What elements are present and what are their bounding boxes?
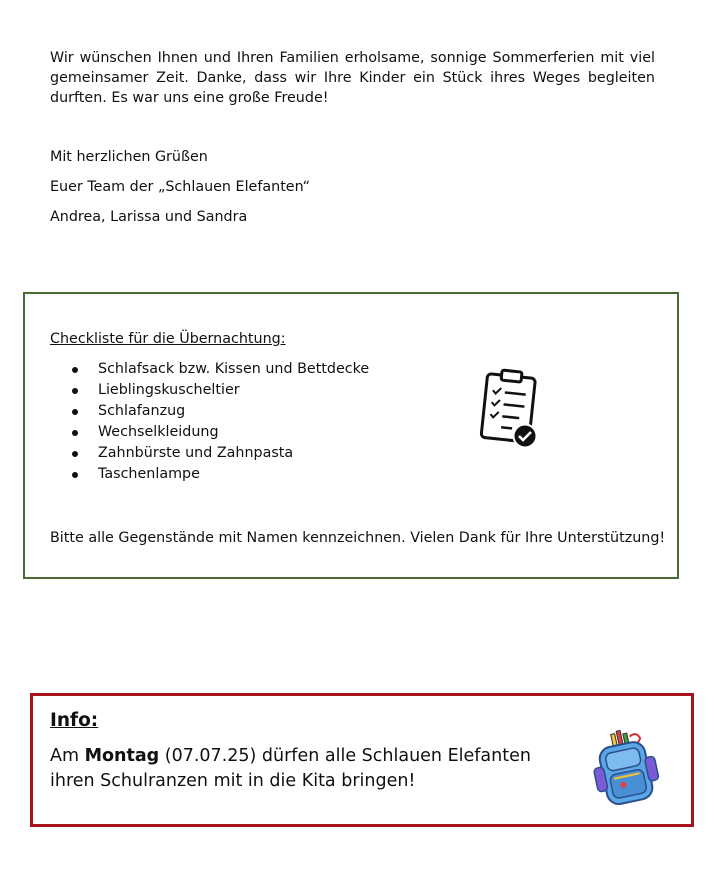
info-text-end: (07.07.25) dürfen alle Schlauen Elefanten ihren Schulranzen mit in die Kita bringen! — [50, 746, 531, 791]
list-item — [50, 443, 369, 464]
checklist-items — [50, 359, 369, 485]
checklist-heading: Checkliste für die Übernachtung: — [50, 331, 286, 347]
list-item-label: Taschenlampe — [98, 466, 200, 482]
list-item-label: Wechselkleidung — [98, 424, 219, 440]
info-text-start: Am — [50, 746, 85, 766]
farewell-paragraph: Wir wünschen Ihnen und Ihren Familien erholsame, sonnige Sommerferien mit viel gemeinsamer Zeit. Danke, dass wir Ihre Kinder ein Stück ihres Weges begleiten durften. Es war uns eine große Freude! — [50, 50, 655, 106]
list-item-label: Schlafsack bzw. Kissen und Bettdecke — [98, 361, 370, 377]
list-item — [50, 464, 369, 485]
bullet-icon — [72, 472, 78, 478]
bullet-icon — [72, 451, 78, 457]
list-item-label: Lieblingskuscheltier — [98, 382, 240, 398]
list-item — [50, 359, 369, 380]
list-item — [50, 422, 369, 443]
info-title: Info: — [50, 710, 99, 731]
info-text — [50, 744, 570, 794]
list-item — [50, 401, 369, 422]
checklist-note: Bitte alle Gegenstände mit Namen kennzeichnen. Vielen Dank für Ihre Unterstützung! — [50, 530, 666, 546]
bullet-icon — [72, 388, 78, 394]
school-backpack-icon — [586, 728, 666, 806]
clipboard-checklist-icon — [476, 368, 542, 452]
signature-names: Andrea, Larissa und Sandra — [50, 209, 248, 225]
bullet-icon — [72, 430, 78, 436]
greeting-line: Mit herzlichen Grüßen — [50, 149, 208, 165]
list-item — [50, 380, 369, 401]
info-weekday: Montag — [84, 746, 160, 766]
bullet-icon — [72, 367, 78, 373]
team-line: Euer Team der „Schlauen Elefanten“ — [50, 179, 311, 195]
list-item-label: Schlafanzug — [98, 403, 186, 419]
list-item-label: Zahnbürste und Zahnpasta — [98, 445, 294, 461]
bullet-icon — [72, 409, 78, 415]
